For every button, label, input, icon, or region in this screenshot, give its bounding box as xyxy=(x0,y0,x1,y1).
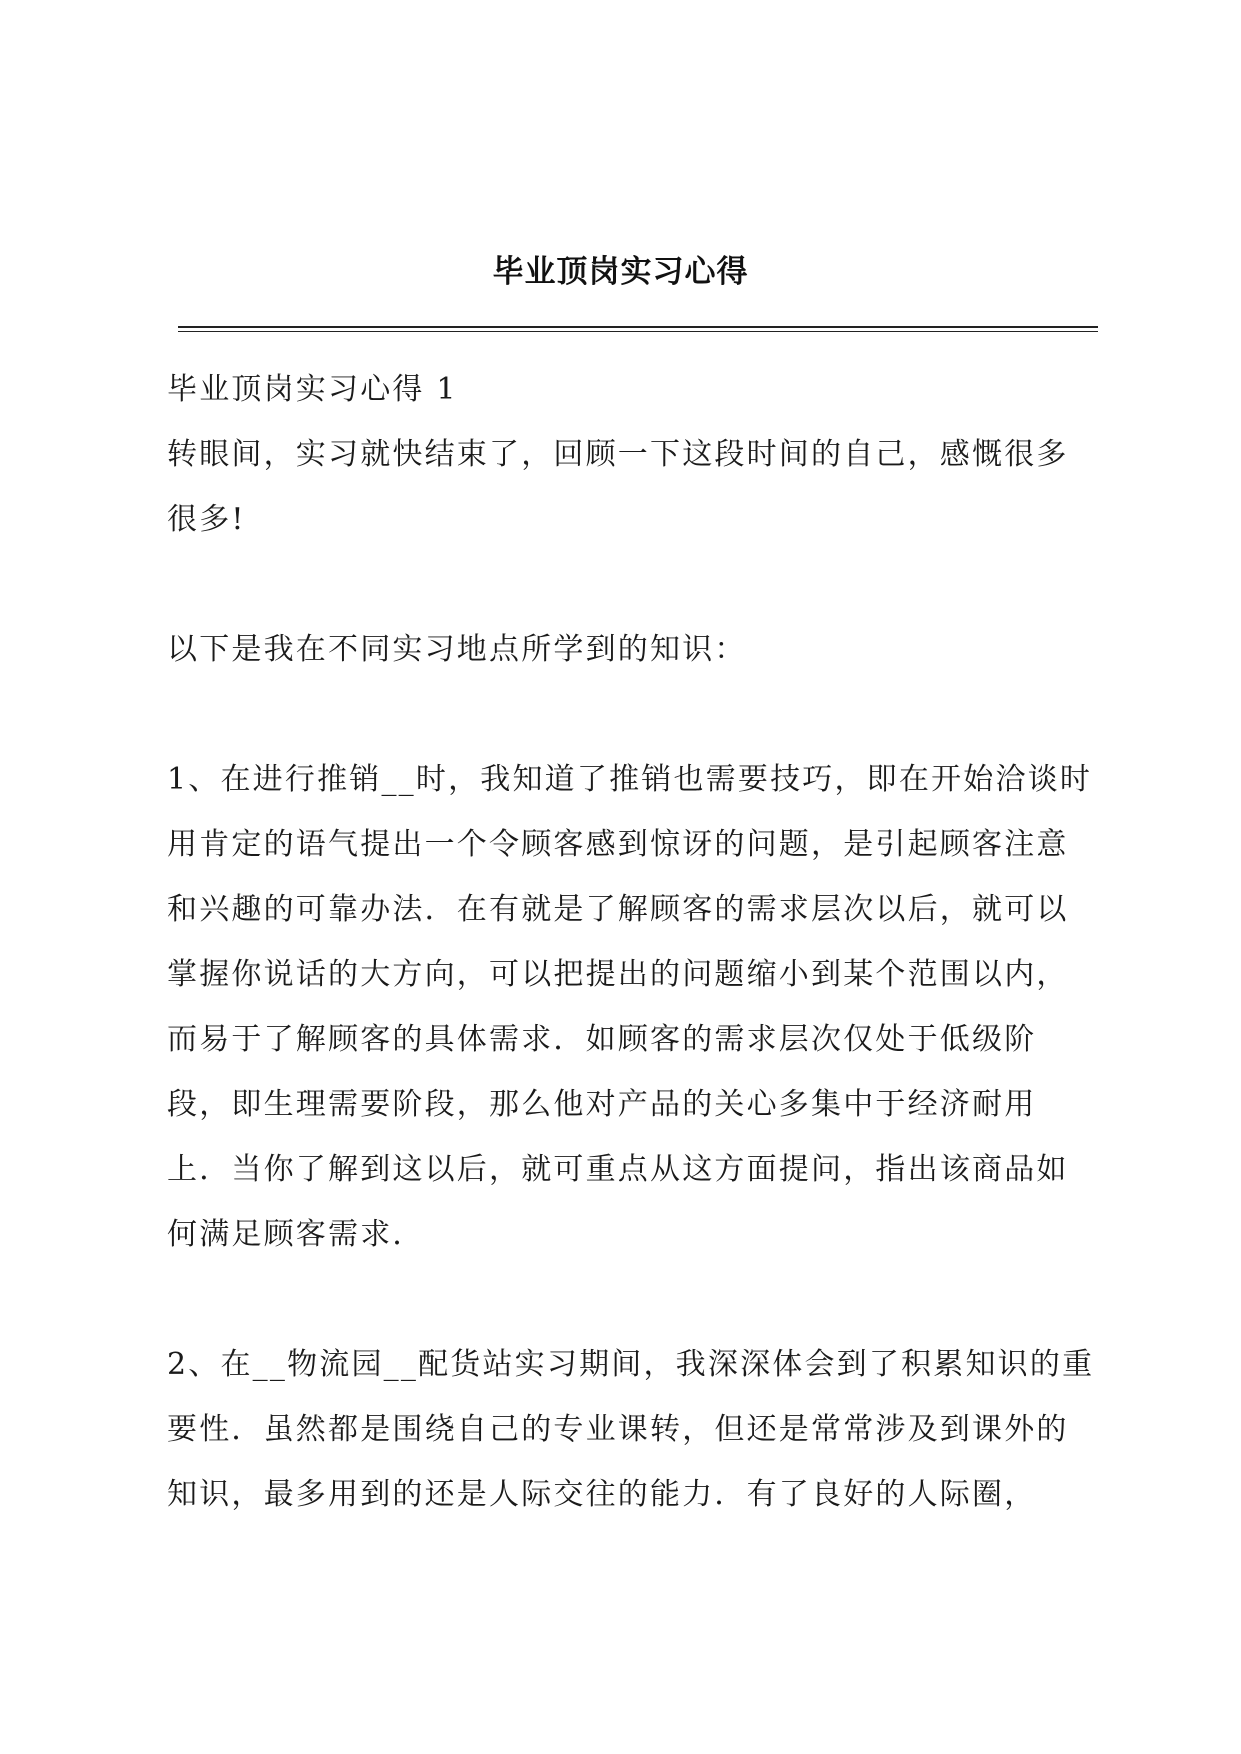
title-double-rule xyxy=(178,326,1098,332)
document-title: 毕业顶岗实习心得 xyxy=(492,254,749,290)
section-heading: 毕业顶岗实习心得 1 xyxy=(167,372,458,407)
paragraph-spacer xyxy=(167,552,1095,617)
paragraph-point-1: 1、在进行推销__时，我知道了推销也需要技巧，即在开始洽谈时用肯定的语气提出一个令顾客感到惊讶的问题，是引起顾客注意和兴趣的可靠办法．在有就是了解顾客的需求层次以后，就可以掌握你说话的大方向，可以把提出的问题缩小到某个范围以内，而易于了解顾客的具体需求．如顾客的需求层次仅处于低级阶段，即生理需要阶段，那么他对产品的关心多集中于经济耐用上．当你了解到这以后，就可重点从这方面提问，指出该商品如何满足顾客需求． xyxy=(167,762,1093,1252)
paragraph-point-2: 2、在__物流园__配货站实习期间，我深深体会到了积累知识的重要性．虽然都是围绕自己的专业课转，但还是常常涉及到课外的知识，最多用到的还是人际交往的能力．有了良好的人际圈， xyxy=(167,1347,1095,1512)
paragraph-spacer xyxy=(167,682,1095,747)
paragraph-intro: 转眼间，实习就快结束了，回顾一下这段时间的自己，感慨很多很多! xyxy=(167,437,1069,537)
paragraph-spacer xyxy=(167,1267,1095,1332)
paragraph-lead: 以下是我在不同实习地点所学到的知识： xyxy=(167,632,747,667)
document-body xyxy=(167,357,1095,1527)
